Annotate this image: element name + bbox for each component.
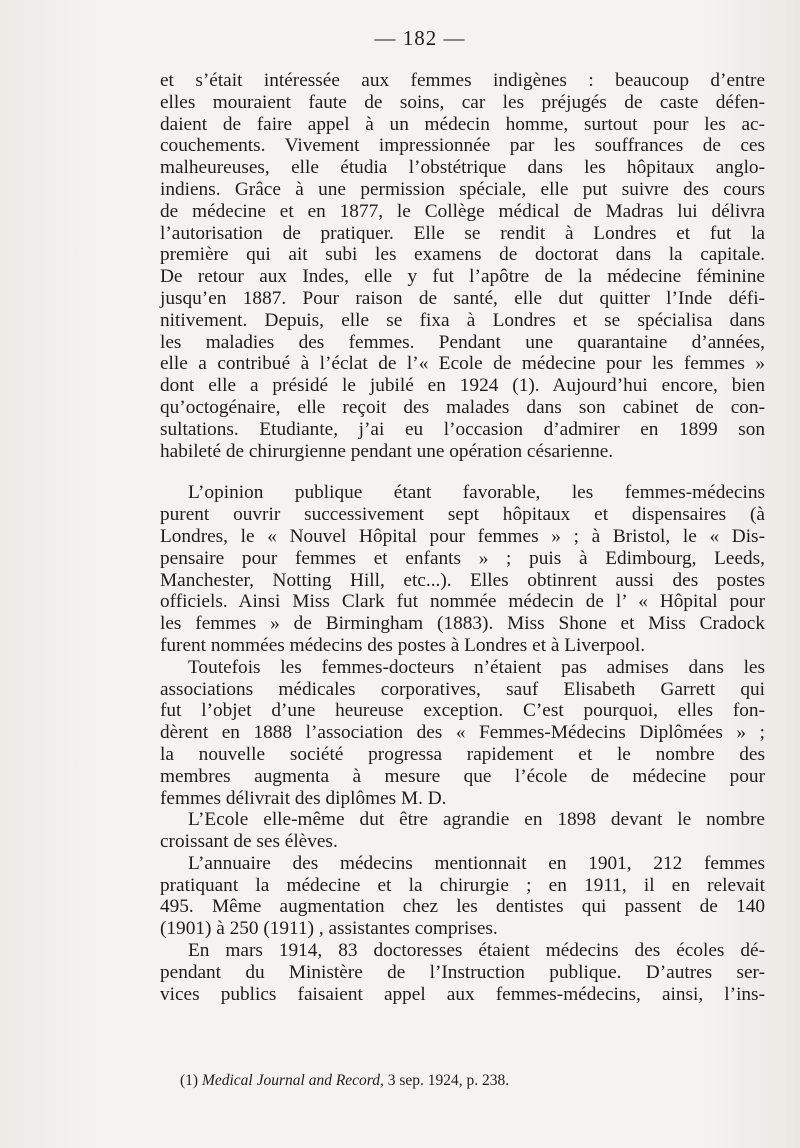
text-line: furent nommées médecins des postes à Londres et à Liverpool. xyxy=(160,634,646,656)
text-line: daient de faire appel à un médecin homme, surtout pour les ac- xyxy=(160,113,765,135)
text-line: indiens. Grâce à une permission spéciale, elle put suivre des cours xyxy=(160,178,765,200)
paragraph-2 xyxy=(160,482,765,656)
paragraph-5 xyxy=(160,853,765,940)
text-line: pensaire pour femmes et enfants » ; puis à Edimbourg, Leeds, xyxy=(160,547,765,569)
text-line: croissant de ses élèves. xyxy=(160,831,338,853)
paragraph-3 xyxy=(160,657,765,810)
paragraph-1 xyxy=(160,70,765,462)
text-line: En mars 1914, 83 doctoresses étaient médecins des écoles dé- xyxy=(188,940,765,962)
text-line: elles mouraient faute de soins, car les préjugés de caste défen- xyxy=(160,91,765,113)
text-line: associations médicales corporatives, sauf Elisabeth Garrett qui xyxy=(160,678,765,700)
text-line: jusqu’en 1887. Pour raison de santé, elle dut quitter l’Inde défi- xyxy=(160,287,765,309)
text-line: L’opinion publique étant favorable, les femmes-médecins xyxy=(188,482,765,504)
text-line: pendant du Ministère de l’Instruction publique. D’autres ser- xyxy=(160,961,765,983)
text-line: femmes délivrait des diplômes M. D. xyxy=(160,787,447,809)
text-line: membres augmenta à mesure que l’école de médecine pour xyxy=(160,765,765,787)
text-line: malheureuses, elle étudia l’obstétrique dans les hôpitaux anglo- xyxy=(160,157,765,179)
page-number: — 182 — xyxy=(374,26,466,50)
text-line: dèrent en 1888 l’association des « Femmes-Médecins Diplômées » ; xyxy=(160,722,765,744)
text-line: habileté de chirurgienne pendant une opération césarienne. xyxy=(160,440,614,462)
text-line: les femmes » de Birmingham (1883). Miss Shone et Miss Cradock xyxy=(160,613,765,635)
text-line: officiels. Ainsi Miss Clark fut nommée médecin de l’ « Hôpital pour xyxy=(160,591,765,613)
text-line: De retour aux Indes, elle y fut l’apôtre de la médecine féminine xyxy=(160,266,765,288)
text-line: nitivement. Depuis, elle se fixa à Londres et se spécialisa dans xyxy=(160,309,765,331)
text-line: couchements. Vivement impressionnée par les souffrances de ces xyxy=(160,135,765,157)
text-line: et s’était intéressée aux femmes indigènes : beaucoup d’entre xyxy=(160,70,765,91)
footnote-journal: Medical Journal and Record, xyxy=(201,1072,384,1089)
footnote-marker: (1) xyxy=(180,1072,199,1089)
text-line: première qui ait subi les examens de doctorat dans la capitale. xyxy=(160,244,765,266)
text-line: qu’octogénaire, elle reçoit des malades dans son cabinet de con- xyxy=(160,396,765,418)
text-line: l’autorisation de pratiquer. Elle se rendit à Londres et fut la xyxy=(160,222,765,244)
text-line: purent ouvrir successivement sept hôpitaux et dispensaires (à xyxy=(160,504,765,526)
text-line: L’Ecole elle-même dut être agrandie en 1898 devant le nombre xyxy=(188,809,765,831)
footnote-citation: 3 sep. 1924, p. 238. xyxy=(387,1072,510,1089)
text-line: dont elle a présidé le jubilé en 1924 (1). Aujourd’hui encore, bien xyxy=(160,375,765,397)
text-line: 495. Même augmentation chez les dentistes qui passent de 140 xyxy=(160,896,765,918)
text-line: les maladies des femmes. Pendant une quarantaine d’années, xyxy=(160,331,765,353)
text-line: Manchester, Notting Hill, etc...). Elles obtinrent aussi des postes xyxy=(160,569,765,591)
text-line: fut l’objet d’une heureuse exception. C’est pourquoi, elles fon- xyxy=(160,700,765,722)
text-line: (1901) à 250 (1911) , assistantes comprises. xyxy=(160,918,498,940)
paragraph-gap xyxy=(160,462,765,482)
text-line: elle a contribué à l’éclat de l’« Ecole de médecine pour les femmes » xyxy=(160,353,765,375)
text-line: de médecine et en 1877, le Collège médical de Madras lui délivra xyxy=(160,200,765,222)
paragraph-6 xyxy=(160,940,765,1005)
paragraph-4 xyxy=(160,809,765,853)
footnote xyxy=(180,1071,509,1091)
body-text xyxy=(160,70,765,1005)
text-line: Londres, le « Nouvel Hôpital pour femmes » ; à Bristol, le « Dis- xyxy=(160,525,765,547)
text-line: pratiquant la médecine et la chirurgie ; en 1911, il en relevait xyxy=(160,874,765,896)
text-line: L’annuaire des médecins mentionnait en 1901, 212 femmes xyxy=(188,852,765,874)
text-line: sultations. Etudiante, j’ai eu l’occasion d’admirer en 1899 son xyxy=(160,418,765,440)
text-line: la nouvelle société progressa rapidement et le nombre des xyxy=(160,743,765,765)
text-line: vices publics faisaient appel aux femmes-médecins, ainsi, l’ins- xyxy=(160,983,765,1005)
text-line: Toutefois les femmes-docteurs n’étaient pas admises dans les xyxy=(188,656,765,678)
